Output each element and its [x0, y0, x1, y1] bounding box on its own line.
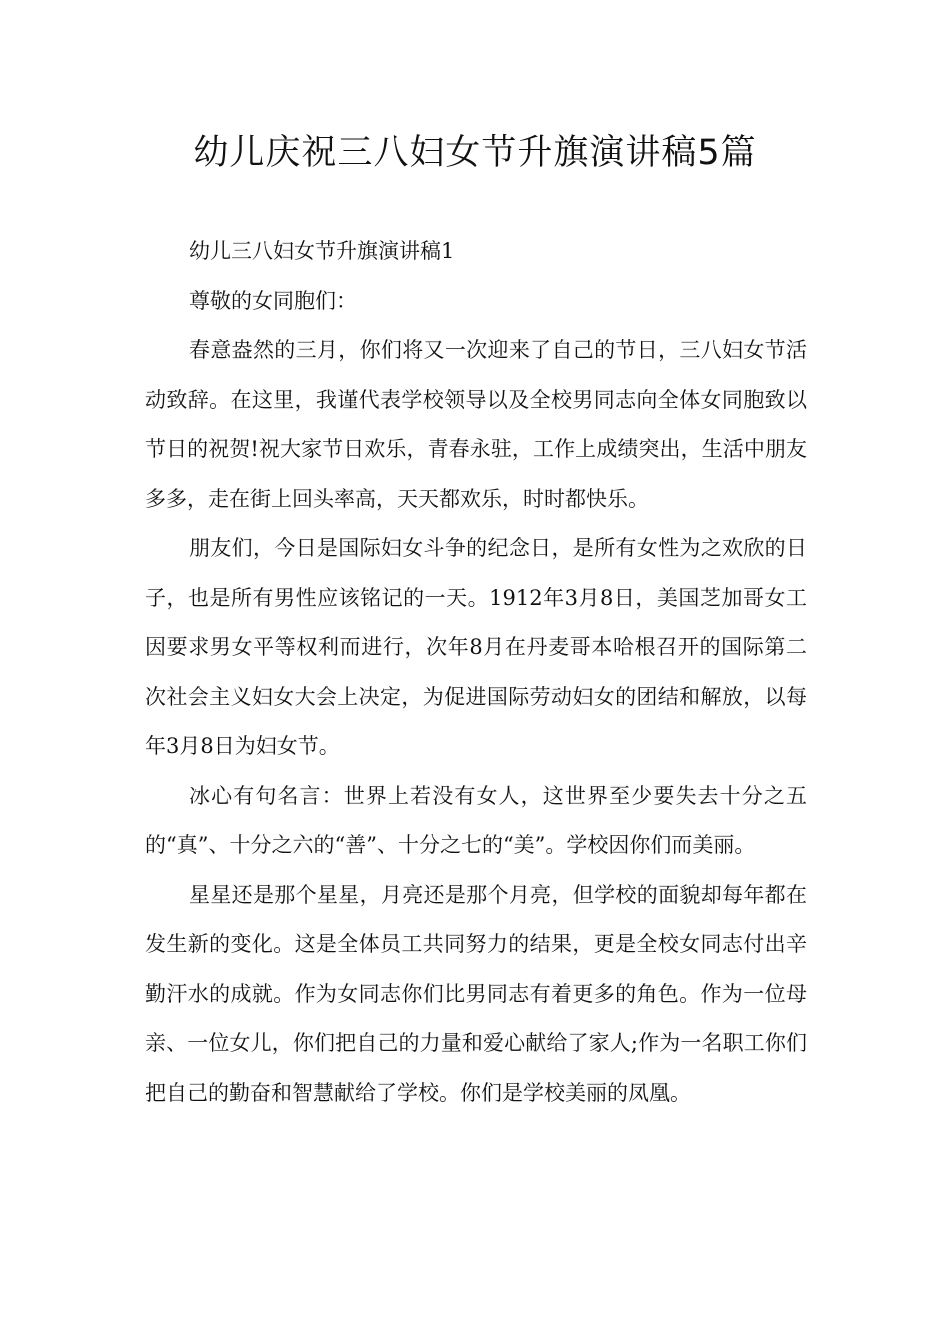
document-title: 幼儿庆祝三八妇女节升旗演讲稿5篇	[193, 133, 757, 173]
paragraph-2: 朋友们，今日是国际妇女斗争的纪念日，是所有女性为之欢欣的日子，也是所有男性应该铭记的一天。1912年3月8日，美国芝加哥女工因要求男女平等权利而进行，次年8月在丹麦哥本哈根召开的国际第二次社会主义妇女大会上决定，为促进国际劳动妇女的团结和解放，以每年3月8日为妇女节。	[145, 536, 807, 758]
paragraph-4: 星星还是那个星星，月亮还是那个月亮，但学校的面貌却每年都在发生新的变化。这是全体员工共同努力的结果，更是全校女同志付出辛勤汗水的成就。作为女同志你们比男同志有着更多的角色。作为一位母亲、一位女儿，你们把自己的力量和爱心献给了家人;作为一名职工你们把自己的勤奋和智慧献给了学校。你们是学校美丽的凤凰。	[145, 882, 807, 1105]
section-heading: 幼儿三八妇女节升旗演讲稿1	[189, 239, 455, 263]
salutation: 尊敬的女同胞们：	[189, 288, 357, 313]
paragraph-1: 春意盎然的三月，你们将又一次迎来了自己的节日，三八妇女节活动致辞。在这里，我谨代表学校领导以及全校男同志向全体女同胞致以节日的祝贺!祝大家节日欢乐，青春永驻，工作上成绩突出，生活中朋友多多，走在街上回头率高，天天都欢乐，时时都快乐。	[145, 338, 807, 511]
paragraph-3: 冰心有句名言：世界上若没有女人，这世界至少要失去十分之五的“真”、十分之六的“善”、十分之七的“美”。学校因你们而美丽。	[145, 783, 807, 857]
document-body	[145, 227, 807, 1118]
